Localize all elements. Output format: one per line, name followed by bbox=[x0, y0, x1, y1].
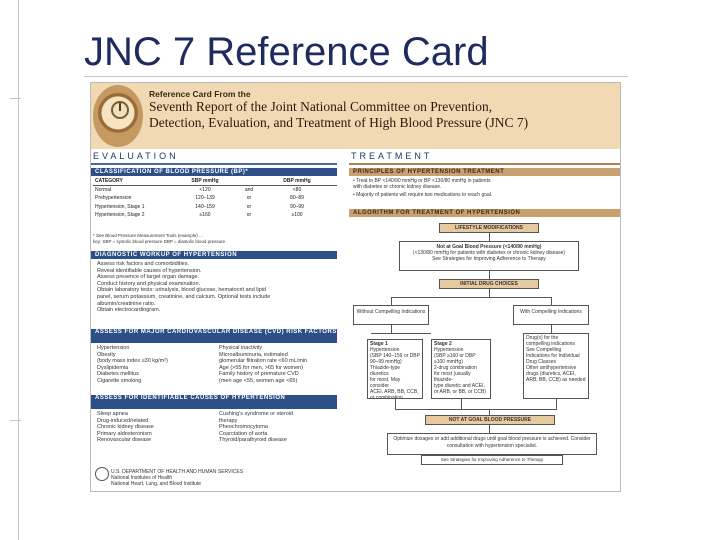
table-row: Prehypertension 120–139 or 80–89 bbox=[95, 195, 304, 201]
hhs-credit: U.S. DEPARTMENT OF HEALTH AND HUMAN SERVICES National Institutes of Health National Heart, Lung, and Blood Institute bbox=[111, 469, 244, 487]
list-item: Cushing's syndrome or steroid bbox=[219, 411, 294, 417]
list-item: Diabetes mellitus bbox=[97, 371, 139, 378]
evaluation-heading: EVALUATION bbox=[93, 151, 179, 161]
list-item: albumin/creatinine ratio. bbox=[97, 300, 156, 307]
list-item: Primary aldosteronism bbox=[97, 430, 152, 437]
flow-connector bbox=[391, 325, 392, 333]
list-item: Chronic kidney disease bbox=[97, 424, 154, 431]
slide-title: JNC 7 Reference Card bbox=[84, 30, 489, 74]
flow-connector bbox=[489, 233, 490, 241]
list-item: Cigarette smoking bbox=[97, 377, 142, 384]
treatment-rule bbox=[349, 163, 621, 165]
flow-connector bbox=[556, 399, 557, 409]
list-item: (body mass index ≥30 kg/m²) bbox=[97, 358, 168, 365]
list-item: Family history of premature CVD bbox=[219, 371, 299, 378]
left-margin-dash bbox=[10, 420, 21, 421]
principle-line: • Majority of patients will require two medications to reach goal. bbox=[353, 192, 493, 198]
not-at-goal-box: Not at Goal Blood Pressure (<140/90 mmHg) (<130/80 mmHg for patients with diabetes or chronic kidney disease) See Strategies for Improving Adherence to Therapy bbox=[399, 241, 579, 271]
card-banner bbox=[91, 83, 621, 149]
table-row: Hypertension, Stage 2 ≥160 or ≥100 bbox=[95, 212, 303, 218]
left-margin-line bbox=[18, 0, 19, 540]
list-item: Obtain electrocardiogram. bbox=[97, 307, 161, 314]
list-item: glomerular filtration rate <60 mL/min bbox=[219, 358, 308, 365]
strategies-note: See Strategies for Improving Adherence to Therapy bbox=[421, 455, 563, 465]
causes-list-right bbox=[219, 411, 337, 444]
list-item: Pheochromocytoma bbox=[219, 424, 268, 431]
principle-line: with diabetes or chronic kidney disease. bbox=[353, 184, 442, 190]
evaluation-rule bbox=[91, 163, 337, 165]
list-item: Physical inactivity bbox=[219, 345, 263, 351]
list-item: therapy bbox=[219, 417, 238, 424]
list-item: Conduct history and physical examination. bbox=[97, 280, 201, 287]
flow-connector bbox=[395, 409, 557, 410]
list-item: Assess risk factors and comorbidities. bbox=[97, 261, 190, 267]
treatment-heading: TREATMENT bbox=[351, 151, 433, 161]
cvd-risk-title: ASSESS FOR MAJOR CARDIOVASCULAR DISEASE (CVD) RISK FACTORS bbox=[91, 329, 337, 343]
list-item: Reveal identifiable causes of hypertension. bbox=[97, 267, 202, 274]
table-row: Normal <120 and <80 bbox=[95, 186, 302, 193]
causes-list-left bbox=[97, 411, 215, 444]
list-item: Assess presence of target organ damage. bbox=[97, 274, 200, 281]
list-item: Drug-induced/related bbox=[97, 417, 149, 424]
left-margin-dash bbox=[10, 98, 21, 99]
without-compelling-box: Without Compelling Indications bbox=[353, 305, 429, 325]
cvd-risk-list-right bbox=[219, 345, 337, 385]
table-header: CATEGORY SBP mmHg DBP mmHg bbox=[93, 177, 337, 186]
flow-connector bbox=[395, 399, 396, 409]
flow-connector bbox=[391, 297, 551, 298]
reference-card-image bbox=[90, 82, 621, 492]
identifiable-causes-title: ASSESS FOR IDENTIFIABLE CAUSES OF HYPERTENSION bbox=[91, 395, 337, 409]
list-item: Age (>55 for men, >65 for women) bbox=[219, 364, 304, 371]
stage2-box: Stage 2 Hypertension (SBP ≥160 or DBP ≥100 mmHg) 2-drug combination for most (usually thiazide- type diuretic and ACEI, or ARB, or BB, or CCB) bbox=[431, 339, 491, 399]
algorithm-title: ALGORITHM FOR TREATMENT OF HYPERTENSION bbox=[349, 209, 621, 217]
banner-line-1: Reference Card From the bbox=[149, 89, 251, 99]
list-item: Obtain laboratory tests: urinalysis, blood glucose, hematocrit and lipid bbox=[97, 287, 267, 294]
flow-connector bbox=[489, 289, 490, 297]
flow-connector bbox=[551, 297, 552, 305]
list-item: Thyroid/parathyroid disease bbox=[219, 437, 287, 444]
list-item: Hypertension bbox=[97, 345, 130, 351]
principle-line: • Treat to BP <140/90 mmHg or BP <130/80 mmHg in patients bbox=[353, 178, 491, 184]
workup-title: DIAGNOSTIC WORKUP OF HYPERTENSION bbox=[91, 251, 337, 259]
workup-list bbox=[97, 261, 337, 314]
list-item: (men age <55, women age <65) bbox=[219, 377, 298, 384]
flow-connector bbox=[391, 297, 392, 305]
list-item: Coarctation of aorta bbox=[219, 430, 268, 437]
list-item: Sleep apnea bbox=[97, 411, 128, 417]
flow-connector bbox=[461, 399, 462, 409]
blood-pressure-gauge-icon bbox=[93, 85, 143, 147]
optimize-dosages-box: Optimize dosages or add additional drugs until goal blood pressure is achieved. Consider consultation with hypertension specialist. bbox=[387, 433, 597, 455]
compelling-indications-box: Drug(s) for the compelling indications See Compelling Indications for Individual Drug Classes Other antihypertensive drugs (diuretics, ACEI, ARB, BB, CCB) as needed bbox=[523, 333, 589, 399]
banner-line-3: Detection, Evaluation, and Treatment of High Blood Pressure (JNC 7) bbox=[149, 115, 529, 130]
list-item: Dyslipidemia bbox=[97, 364, 129, 371]
principles-title: PRINCIPLES OF HYPERTENSION TREATMENT bbox=[349, 168, 621, 176]
flow-connector bbox=[489, 425, 490, 433]
banner-line-2: Seventh Report of the Joint National Committee on Prevention, bbox=[149, 99, 493, 114]
flow-connector bbox=[489, 271, 490, 279]
initial-drug-choices-box: INITIAL DRUG CHOICES bbox=[439, 279, 539, 289]
with-compelling-box: With Compelling Indications bbox=[513, 305, 589, 325]
lifestyle-modifications-box: LIFESTYLE MODIFICATIONS bbox=[439, 223, 539, 233]
stage1-box: Stage 1 Hypertension (SBP 140–159 or DBP 90–99 mmHg) Thiazide-type diuretics for most. May consider ACEI, ARB, BB, CCB, or combination bbox=[367, 339, 423, 399]
table-footnote: * See Blood Pressure Measurement Tools (example) ... bbox=[93, 233, 203, 238]
flow-connector bbox=[371, 333, 431, 334]
list-item: Microalbuminuria, estimated bbox=[219, 351, 288, 358]
list-item: panel, serum potassium, creatinine, and calcium. Optional tests include bbox=[97, 293, 271, 300]
cvd-risk-list-left bbox=[97, 345, 215, 385]
hhs-eagle-icon bbox=[95, 467, 109, 481]
table-row: Hypertension, Stage 1 140–159 or 90–99 bbox=[95, 203, 304, 210]
flow-connector bbox=[551, 325, 552, 333]
bp-classification-table bbox=[93, 177, 337, 220]
table-footnote: key: SBP = systolic blood pressure DBP = diastolic blood pressure bbox=[93, 239, 226, 244]
title-underline bbox=[84, 76, 628, 77]
list-item: Renovascular disease bbox=[97, 437, 152, 444]
classification-title: CLASSIFICATION OF BLOOD PRESSURE (BP)* bbox=[91, 168, 337, 176]
list-item: Obesity bbox=[97, 351, 116, 358]
not-at-goal-bp-box: NOT AT GOAL BLOOD PRESSURE bbox=[425, 415, 555, 425]
